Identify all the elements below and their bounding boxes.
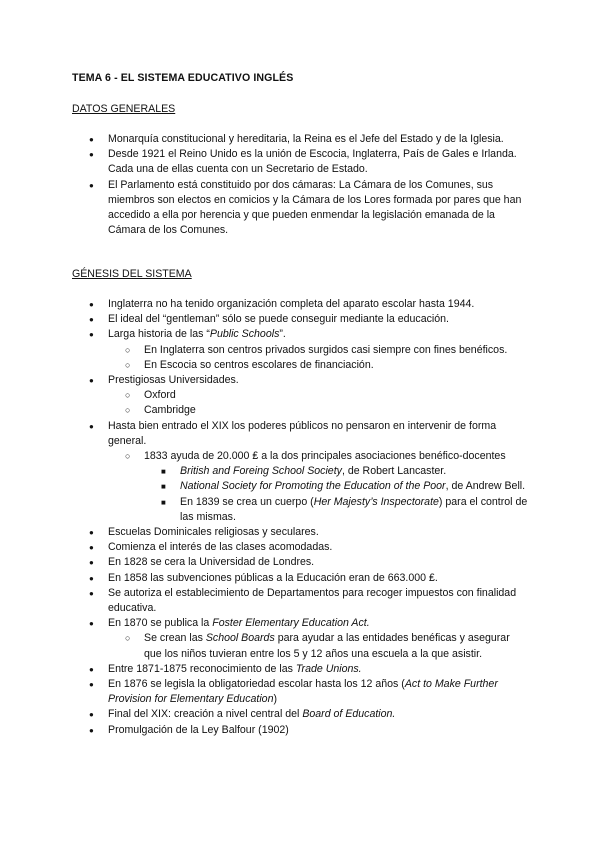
sublist [144,388,528,418]
sub-item: ○ Oxford [144,388,528,403]
list-item: ● En 1858 las subvenciones públicas a la Educación eran de 663.000 ₤. [108,571,528,586]
list-item: ● Monarquía constitucional y hereditaria, la Reina es el Jefe del Estado y de la Iglesia. [108,132,528,147]
sub-item: ○ Se crean las School Boards para ayudar a las entidades benéficas y asegurar que los niños tuvieran entre los 5 y 12 años una escuela a la que asistir. [144,631,528,661]
sub-item: ○ 1833 ayuda de 20.000 ₤ a la dos principales asociaciones benéfico-docentes ■ British and Foreing School Society, de Robert Lancaster. ■ National Society for Promoting the Education of the Poor, de Andrew Bell. ■ En 1839 se crea un cuerpo (Her Majesty’s Inspectorate) para el control de las mismas. [144,449,528,525]
sublist [144,449,528,525]
list-item: ● Final del XIX: creación a nivel central del Board of Education. [108,707,528,722]
list-item: ● Prestigiosas Universidades. ○ Oxford ○ Cambridge [108,373,528,419]
list-item: ● Hasta bien entrado el XIX los poderes públicos no pensaron en intervenir de forma general. ○ 1833 ayuda de 20.000 ₤ a la dos principales asociaciones benéfico-docentes ■ British and Foreing School Society, de Robert Lancaster. ■ National Society for Promoting the Education of the Poor, de Andrew Bell. ■ En 1839 se crea un cuerpo (Her Majesty’s Inspectorate) para el control de las mismas. [108,419,528,525]
sub-sub-item: ■ British and Foreing School Society, de Robert Lancaster. [180,464,528,479]
list-item: ● Escuelas Dominicales religiosas y seculares. [108,525,528,540]
list-item: ● Comienza el interés de las clases acomodadas. [108,540,528,555]
list-item: ● Desde 1921 el Reino Unido es la unión de Escocia, Inglaterra, País de Gales e Irlanda. Cada una de ellas cuenta con un Secretario de Estado. [108,147,528,177]
section-heading-genesis: GÉNESIS DEL SISTEMA [72,268,192,280]
sub-item: ○ Cambridge [144,403,528,418]
sub-item: ○ En Escocia so centros escolares de financiación. [144,358,528,373]
sub-sub-item: ■ National Society for Promoting the Education of the Poor, de Andrew Bell. [180,479,528,494]
page-title: TEMA 6 - EL SISTEMA EDUCATIVO INGLÉS [72,72,294,84]
sub-item: ○ En Inglaterra son centros privados surgidos casi siempre con fines benéficos. [144,343,528,358]
datos-list [108,132,528,238]
sublist [144,631,528,661]
list-item: ● Larga historia de las “Public Schools”. ○ En Inglaterra son centros privados surgidos casi siempre con fines benéficos. ○ En Escocia so centros escolares de financiación. [108,327,528,373]
sub-sub-item: ■ En 1839 se crea un cuerpo (Her Majesty’s Inspectorate) para el control de las mismas. [180,495,528,525]
list-item: ● Se autoriza el establecimiento de Departamentos para recoger impuestos con finalidad educativa. [108,586,528,616]
list-item: ● En 1870 se publica la Foster Elementary Education Act. ○ Se crean las School Boards para ayudar a las entidades benéficas y asegurar que los niños tuvieran entre los 5 y 12 años una escuela a la que asistir. [108,616,528,662]
list-item: ● Inglaterra no ha tenido organización completa del aparato escolar hasta 1944. [108,297,528,312]
list-item: ● En 1828 se cera la Universidad de Londres. [108,555,528,570]
list-item: ● El ideal del “gentleman” sólo se puede conseguir mediante la educación. [108,312,528,327]
list-item: ● En 1876 se legisla la obligatoriedad escolar hasta los 12 años (Act to Make Further Provision for Elementary Education) [108,677,528,707]
list-item: ● Promulgación de la Ley Balfour (1902) [108,723,528,738]
list-item: ● El Parlamento está constituido por dos cámaras: La Cámara de los Comunes, sus miembros son electos en comicios y la Cámara de los Lores formada por pares que han accedido a ella por herencia y que pueden enmendar la legislación emanada de la Cámara de los Comunes. [108,178,528,239]
sub-sublist [180,464,528,525]
list-item: ● Entre 1871-1875 reconocimiento de las Trade Unions. [108,662,528,677]
section-heading-datos: DATOS GENERALES [72,103,176,115]
genesis-list [108,297,528,738]
sublist [144,343,528,373]
